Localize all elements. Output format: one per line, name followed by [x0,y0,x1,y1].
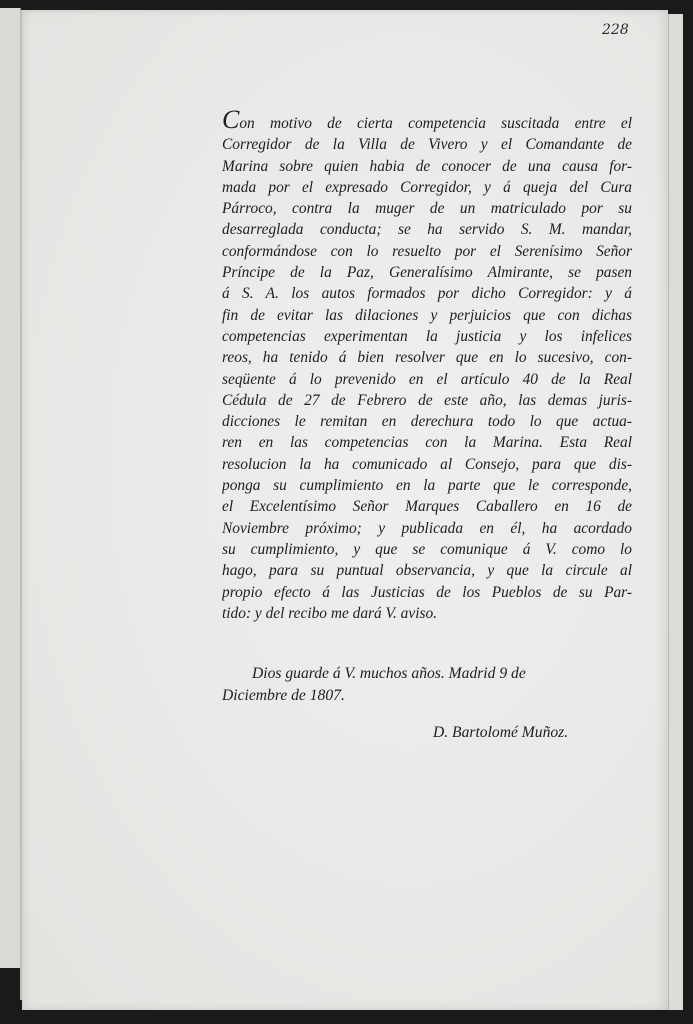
body-line: propio efecto á las Justicias de los Pueblos de su Par- [222,583,632,601]
closing-date-line: Diciembre de 1807. [222,686,345,704]
body-line: desarreglada conducta; se ha servido S. M. mandar, [222,221,632,239]
body-line: su cumplimiento, y que se comunique á V. como lo [222,540,632,558]
body-line: á S. A. los autos formados por dicho Corregidor: y á [222,285,632,303]
body-line: hago, para su puntual observancia, y que la circule al [222,562,632,580]
body-line: resolucion la ha comunicado al Consejo, para que dis- [222,455,632,473]
body-line: mada por el expresado Corregidor, y á queja del Cura [222,178,632,196]
body-line: ren en las competencias con la Marina. Esta Real [222,434,632,452]
body-line: Corregidor de la Villa de Vivero y el Comandante de [222,136,632,154]
signature: D. Bartolomé Muñoz. [433,724,569,741]
body-line: conformándose con lo resuelto por el Serenísimo Señor [222,242,632,260]
body-line-text: on motivo de cierta competencia suscitada entre el [239,115,632,132]
next-pages-edge [668,14,683,1010]
drop-cap: C [222,110,240,134]
body-line: Cédula de 27 de Febrero de este año, las demas juris- [222,391,632,409]
body-line: fin de evitar las dilaciones y perjuicios que con dichas [222,306,632,324]
body-line: ponga su cumplimiento en la parte que le corresponde, [222,477,632,495]
body-line: reos, ha tenido á bien resolver que en lo sucesivo, con- [222,349,632,367]
body-line: competencias experimentan la justicia y los infelices [222,327,632,345]
body-line: dicciones le remitan en derechura todo lo que actua- [222,413,632,431]
body-line: seqüente á lo prevenido en el artículo 40 de la Real [222,370,632,388]
body-line: Párroco, contra la muger de un matriculado por su [222,200,632,218]
body-line: Marina sobre quien habia de conocer de una causa for- [222,157,632,175]
body-line: tido: y del recibo me dará V. aviso. [222,604,438,622]
closing-line: Dios guarde á V. muchos años. Madrid 9 de [252,665,526,682]
previous-page-edge [0,8,21,968]
body-text [222,110,632,624]
body-line: Noviembre próximo; y publicada en él, ha acordado [222,519,632,537]
body-line: Príncipe de la Paz, Generalísimo Almirante, se pasen [222,264,632,282]
folio-number: 228 [602,22,629,38]
body-line [222,110,632,134]
body-line: el Excelentísimo Señor Marques Caballero en 16 de [222,498,632,516]
closing-formula [222,663,622,706]
